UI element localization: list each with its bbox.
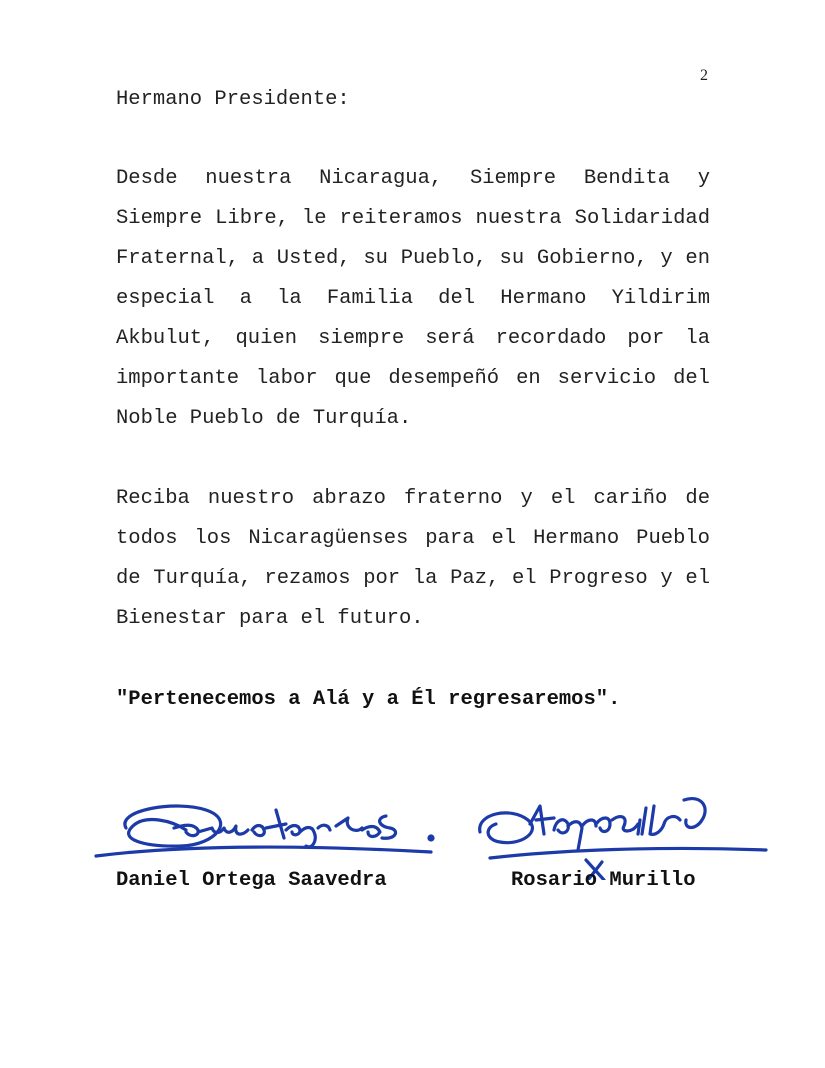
page-number: 2	[700, 67, 708, 84]
letter-paragraph-2: Reciba nuestro abrazo fraterno y el cariño de todos los Nicaragüenses para el Hermano Pueblo de Turquía, rezamos por la Paz, el Progreso y el Bienestar para el futuro.	[116, 487, 710, 630]
letter-greeting: Hermano Presidente:	[116, 88, 350, 111]
closing-quote: "Pertenecemos a Alá y a Él regresaremos".	[116, 688, 621, 711]
signature-daniel-ortega-drawing	[86, 780, 446, 870]
signatory-name-rosario-murillo: Rosario Murillo	[511, 869, 696, 892]
signature-daniel-ortega	[86, 780, 446, 870]
letter-paragraph-1: Desde nuestra Nicaragua, Siempre Bendita y Siempre Libre, le reiteramos nuestra Solidaridad Fraternal, a Usted, su Pueblo, su Gobierno, y en especial a la Familia del Hermano Yildirim Akbulut, quien siempre será recordado por la importante labor que desempeñó en servicio del Noble Pueblo de Turquía.	[116, 167, 710, 430]
signatory-name-daniel-ortega: Daniel Ortega Saavedra	[116, 869, 387, 892]
